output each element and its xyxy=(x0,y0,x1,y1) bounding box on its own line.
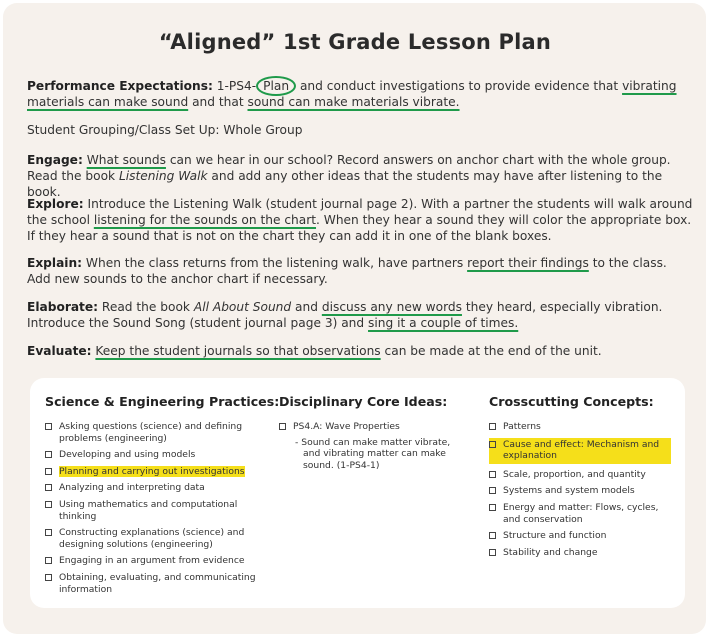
checkbox-icon xyxy=(279,423,286,430)
crosscutting-column xyxy=(489,394,671,563)
checkbox-icon xyxy=(45,557,52,564)
explore-label: Explore: xyxy=(27,197,84,211)
practices-heading: Science & Engineering Practices: xyxy=(45,394,280,409)
underline-vibrating: vibrating materials can make sound xyxy=(27,79,677,110)
explore-text-1: Introduce the Listening Walk (student journal page 2). With a partner the students will walk around the school xyxy=(27,197,693,228)
underline-discuss-words: discuss any new words xyxy=(321,300,462,314)
checkbox-icon xyxy=(45,451,52,458)
checkbox-icon xyxy=(489,471,496,478)
list-item: Patterns xyxy=(489,421,671,433)
evaluate-section xyxy=(27,343,693,359)
explore-text-2: . When they hear a sound they will color the appropriate box. If they hear a sound that is not on the chart they can add it in one of the blank boxes. xyxy=(27,213,692,244)
performance-code: 1-PS4- xyxy=(216,79,257,93)
underline-what-sounds: What sounds xyxy=(86,153,166,167)
engage-text-2: and add any other ideas that the students may have after listening to the book. xyxy=(27,169,663,200)
list-item: Constructing explanations (science) and designing solutions (engineering) xyxy=(45,527,260,550)
list-item-highlighted: Cause and effect: Mechanism and explanation xyxy=(489,438,671,464)
checkbox-icon xyxy=(45,529,52,536)
list-item-highlighted: Planning and carrying out investigations xyxy=(45,466,260,478)
core-ideas-heading: Disciplinary Core Ideas: xyxy=(279,394,448,409)
evaluate-text-1: can be made at the end of the unit. xyxy=(384,344,602,358)
list-item: Obtaining, evaluating, and communicating information xyxy=(45,572,260,595)
underline-keep-journals: Keep the student journals so that observations xyxy=(95,344,381,358)
checkbox-icon xyxy=(45,501,52,508)
practices-column xyxy=(45,394,280,600)
standards-panel xyxy=(30,378,685,608)
checkbox-icon xyxy=(489,487,496,494)
page-title: “Aligned” 1st Grade Lesson Plan xyxy=(158,30,552,54)
list-item: Analyzing and interpreting data xyxy=(45,482,260,494)
checkbox-icon xyxy=(489,441,496,448)
core-ideas-column xyxy=(279,394,469,471)
performance-label: Performance Expectations: xyxy=(27,79,213,93)
performance-text-2: and that xyxy=(192,95,244,110)
underline-listening: listening for the sounds on the chart xyxy=(93,213,317,228)
elaborate-section xyxy=(27,299,693,331)
underline-report-findings: report their findings xyxy=(467,256,589,270)
checkbox-icon xyxy=(45,468,52,475)
list-item: Stability and change xyxy=(489,547,671,559)
explore-section xyxy=(27,196,693,245)
engage-section xyxy=(27,152,693,201)
crosscutting-list xyxy=(489,421,671,558)
checkbox-icon xyxy=(489,549,496,556)
elaborate-book-title: All About Sound xyxy=(193,300,292,314)
crosscutting-heading: Crosscutting Concepts: xyxy=(489,394,654,409)
list-item: Scale, proportion, and quantity xyxy=(489,469,671,481)
performance-expectations xyxy=(27,78,693,110)
elaborate-label: Elaborate: xyxy=(27,300,99,314)
explain-text-2: to the class. Add new sounds to the anchor chart if necessary. xyxy=(27,256,667,287)
list-item: Engaging in an argument from evidence xyxy=(45,555,260,567)
list-item: Energy and matter: Flows, cycles, and conservation xyxy=(489,502,671,525)
elaborate-text-1: Read the book xyxy=(101,300,190,314)
elaborate-text-3: they heard, especially vibration. Introduce the Sound Song (student journal page 3) and xyxy=(27,300,663,331)
elaborate-text-2: and xyxy=(295,300,318,314)
core-ideas-list xyxy=(279,421,469,433)
checkbox-icon xyxy=(489,423,496,430)
list-item: Using mathematics and computational thinking xyxy=(45,499,260,522)
practices-list xyxy=(45,421,260,595)
engage-text-1: can we hear in our school? Record answers on anchor chart with the whole group. Read the book xyxy=(27,153,671,184)
engage-label: Engage: xyxy=(27,153,83,167)
explain-text-1: When the class returns from the listening walk, have partners xyxy=(85,256,464,270)
explain-section xyxy=(27,255,693,287)
evaluate-label: Evaluate: xyxy=(27,344,92,358)
list-item: Structure and function xyxy=(489,530,671,542)
core-idea-detail: - Sound can make matter vibrate, and vibrating matter can make sound. (1-PS4-1) xyxy=(295,436,451,471)
checkbox-icon xyxy=(45,574,52,581)
list-item: Developing and using models xyxy=(45,449,260,461)
list-item: Asking questions (science) and defining problems (engineering) xyxy=(45,421,260,444)
student-grouping: Student Grouping/Class Set Up: Whole Group xyxy=(27,123,303,137)
checkbox-icon xyxy=(489,504,496,511)
checkbox-icon xyxy=(45,484,52,491)
underline-sound-vibrate: sound can make materials vibrate. xyxy=(247,95,460,110)
engage-book-title: Listening Walk xyxy=(118,169,208,184)
explain-label: Explain: xyxy=(27,256,83,270)
circled-word: Plan xyxy=(256,76,296,96)
list-item: PS4.A: Wave Properties xyxy=(279,421,469,433)
checkbox-icon xyxy=(45,423,52,430)
performance-text-1: and conduct investigations to provide evidence that xyxy=(299,79,619,93)
list-item: Systems and system models xyxy=(489,485,671,497)
underline-sing-it: sing it a couple of times. xyxy=(368,316,519,331)
checkbox-icon xyxy=(489,532,496,539)
